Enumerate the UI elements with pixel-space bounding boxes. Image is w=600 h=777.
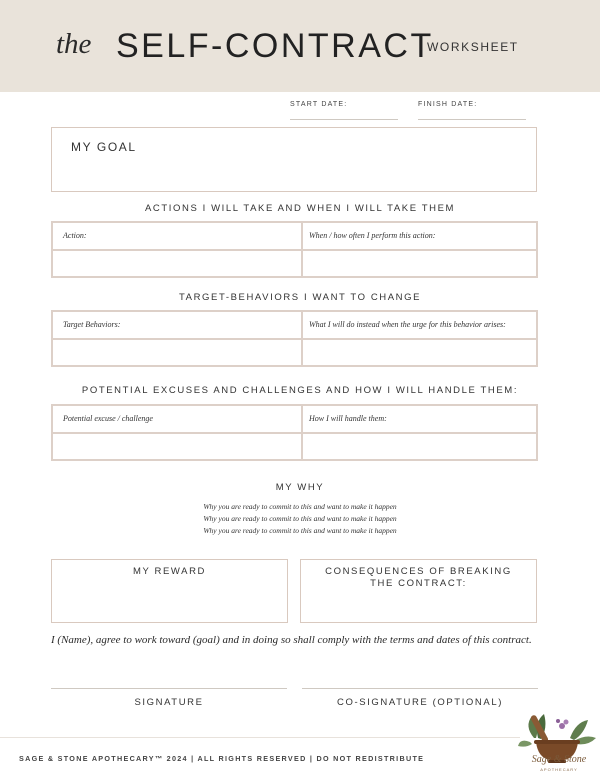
actions-input-cell-2[interactable] (303, 251, 536, 276)
header-band (0, 0, 600, 92)
target-table (51, 310, 538, 367)
page-title: SELF-CONTRACT (116, 27, 434, 65)
logo-wordmark: Sage & Stone (531, 754, 587, 765)
goal-box[interactable] (51, 127, 537, 192)
actions-table (51, 221, 538, 278)
logo-subtext: APOTHECARY (540, 767, 578, 772)
cosignature-label: CO-SIGNATURE (OPTIONAL) (337, 697, 503, 708)
consequences-title: CONSEQUENCES OF BREAKING THE CONTRACT: (325, 566, 512, 589)
reward-title: MY REWARD (133, 566, 206, 577)
target-col2-label: What I will do instead when the urge for this behavior arises: (309, 320, 506, 329)
why-section-title: MY WHY (275, 482, 325, 493)
why-line: Why you are ready to commit to this and want to make it happen (203, 526, 397, 535)
signature-label: SIGNATURE (134, 697, 204, 708)
excuses-section-title: POTENTIAL EXCUSES AND CHALLENGES AND HOW I WILL HANDLE THEM: (81, 385, 519, 396)
excuses-input-cell-2[interactable] (303, 434, 536, 459)
actions-section-title: ACTIONS I WILL TAKE AND WHEN I WILL TAKE THEM (144, 203, 456, 214)
actions-col1-label: Action: (63, 231, 87, 240)
cosignature-field[interactable] (302, 688, 538, 689)
consequences-box[interactable] (300, 559, 537, 623)
excuses-col1-label: Potential excuse / challenge (63, 414, 153, 423)
title-the: the (56, 28, 92, 60)
reward-box[interactable] (51, 559, 288, 623)
footer-divider (0, 737, 520, 738)
actions-col2-label: When / how often I perform this action: (309, 231, 436, 240)
why-line: Why you are ready to commit to this and want to make it happen (203, 514, 397, 523)
footer-copyright: SAGE & STONE APOTHECARY™ 2024 | ALL RIGHTS RESERVED | DO NOT REDISTRIBUTE (19, 754, 425, 763)
target-col1-label: Target Behaviors: (63, 320, 121, 329)
start-date-field[interactable] (290, 119, 398, 120)
excuses-table (51, 404, 538, 461)
page-subtitle: WORKSHEET (427, 40, 519, 54)
finish-date-label: FINISH DATE: (418, 101, 478, 108)
target-section-title: TARGET-BEHAVIORS I WANT TO CHANGE (178, 292, 422, 303)
why-line: Why you are ready to commit to this and want to make it happen (203, 502, 397, 511)
actions-input-cell-1[interactable] (53, 251, 301, 276)
signature-field[interactable] (51, 688, 287, 689)
excuses-input-cell-1[interactable] (53, 434, 301, 459)
excuses-col2-label: How I will handle them: (309, 414, 387, 423)
goal-label: MY GOAL (71, 140, 137, 154)
target-input-cell-2[interactable] (303, 340, 536, 365)
finish-date-field[interactable] (418, 119, 526, 120)
start-date-label: START DATE: (290, 101, 348, 108)
agreement-text: I (Name), agree to work toward (goal) and in doing so shall comply with the terms and dates of this contract. (51, 634, 532, 646)
target-input-cell-1[interactable] (53, 340, 301, 365)
